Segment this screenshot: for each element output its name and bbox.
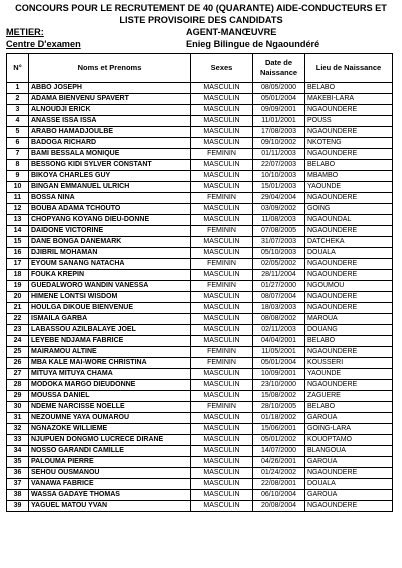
cell-sex: FEMININ	[191, 149, 253, 160]
col-header-sex: Sexes	[191, 54, 253, 83]
metier-value: AGENT-MANŒUVRE	[186, 27, 277, 37]
col-header-birthdate: Date de Naissance	[253, 54, 305, 83]
cell-birthplace: NGAOUNDERE	[305, 292, 393, 303]
cell-name: MAIRAMOU ALTINE	[29, 347, 191, 358]
cell-birthdate: 15/06/2001	[253, 424, 305, 435]
table-row	[7, 138, 393, 149]
cell-birthdate: 02/11/2003	[253, 325, 305, 336]
cell-name: CHOPYANG KOYANG DIEU-DONNE	[29, 215, 191, 226]
cell-name: NGNAZOKE WILLIEME	[29, 424, 191, 435]
cell-name: BINGAN EMMANUEL ULRICH	[29, 182, 191, 193]
cell-name: ISMAILA GARBA	[29, 314, 191, 325]
table-row	[7, 501, 393, 512]
cell-sex: MASCULIN	[191, 446, 253, 457]
cell-birthdate: 22/07/2003	[253, 160, 305, 171]
cell-birthdate: 28/11/2004	[253, 270, 305, 281]
table-row	[7, 303, 393, 314]
cell-name: MBA KALE MAI-WORE CHRISTINA	[29, 358, 191, 369]
cell-sex: MASCULIN	[191, 215, 253, 226]
cell-birthdate: 01/27/2000	[253, 281, 305, 292]
cell-name: LABASSOU AZILBALAYE JOEL	[29, 325, 191, 336]
cell-sex: FEMININ	[191, 226, 253, 237]
cell-birthdate: 22/08/2001	[253, 479, 305, 490]
table-row	[7, 402, 393, 413]
cell-name: ADAMA BIENVENU SPAVERT	[29, 94, 191, 105]
cell-number: 12	[7, 204, 29, 215]
centre-label: Centre D'examen	[6, 39, 81, 49]
cell-name: MITUYA MITUYA CHAMA	[29, 369, 191, 380]
cell-sex: MASCULIN	[191, 160, 253, 171]
cell-name: ARABO HAMADJOULBE	[29, 127, 191, 138]
cell-name: BOSSA NINA	[29, 193, 191, 204]
cell-name: HIMENE LONTSI WISDOM	[29, 292, 191, 303]
cell-birthplace: MAROUA	[305, 314, 393, 325]
table-row	[7, 435, 393, 446]
cell-birthplace: NGAOUNDAL	[305, 215, 393, 226]
cell-number: 32	[7, 424, 29, 435]
cell-birthplace: GOING	[305, 204, 393, 215]
cell-birthdate: 05/10/2003	[253, 248, 305, 259]
table-row	[7, 336, 393, 347]
cell-birthplace: NGAOUNDERE	[305, 347, 393, 358]
cell-sex: MASCULIN	[191, 292, 253, 303]
cell-birthplace: GAROUA	[305, 457, 393, 468]
cell-birthdate: 11/01/2001	[253, 116, 305, 127]
cell-birthdate: 18/03/2003	[253, 303, 305, 314]
table-row	[7, 182, 393, 193]
title-line-1: CONCOURS POUR LE RECRUTEMENT DE 40 (QUARANTE) AIDE-CONDUCTEURS ET	[15, 3, 387, 13]
cell-sex: MASCULIN	[191, 380, 253, 391]
cell-sex: MASCULIN	[191, 369, 253, 380]
table-row	[7, 237, 393, 248]
metier-label: METIER:	[6, 27, 44, 37]
cell-birthplace: KOUSSERI	[305, 358, 393, 369]
cell-name: BOUBA ADAMA TCHOUTO	[29, 204, 191, 215]
table-row	[7, 83, 393, 94]
cell-name: BESSONG KIDI SYLVER CONSTANT	[29, 160, 191, 171]
cell-birthplace: DATCHEKA	[305, 237, 393, 248]
cell-birthplace: BELABO	[305, 160, 393, 171]
cell-sex: MASCULIN	[191, 105, 253, 116]
cell-name: ANASSE ISSA ISSA	[29, 116, 191, 127]
cell-birthdate: 15/01/2003	[253, 182, 305, 193]
cell-sex: MASCULIN	[191, 336, 253, 347]
cell-birthplace: BELABO	[305, 83, 393, 94]
cell-sex: FEMININ	[191, 259, 253, 270]
cell-birthdate: 11/05/2001	[253, 347, 305, 358]
cell-birthdate: 05/01/2002	[253, 435, 305, 446]
cell-birthdate: 10/09/2001	[253, 369, 305, 380]
cell-birthdate: 31/07/2003	[253, 237, 305, 248]
cell-sex: MASCULIN	[191, 171, 253, 182]
cell-sex: MASCULIN	[191, 204, 253, 215]
cell-birthplace: NGAOUNDERE	[305, 127, 393, 138]
table-row	[7, 116, 393, 127]
cell-number: 30	[7, 402, 29, 413]
cell-number: 8	[7, 160, 29, 171]
table-header-row	[7, 54, 393, 83]
table-row	[7, 369, 393, 380]
cell-birthdate: 08/05/2000	[253, 83, 305, 94]
table-body	[7, 83, 393, 512]
cell-number: 21	[7, 303, 29, 314]
candidates-table	[6, 53, 393, 512]
cell-birthplace: GAROUA	[305, 490, 393, 501]
cell-sex: MASCULIN	[191, 413, 253, 424]
col-header-number: N°	[7, 54, 29, 83]
cell-name: SEHOU OUSMANOU	[29, 468, 191, 479]
cell-number: 37	[7, 479, 29, 490]
cell-birthplace: NGAOUNDERE	[305, 380, 393, 391]
table-row	[7, 446, 393, 457]
cell-number: 16	[7, 248, 29, 259]
cell-sex: MASCULIN	[191, 457, 253, 468]
cell-birthdate: 02/05/2002	[253, 259, 305, 270]
cell-sex: MASCULIN	[191, 424, 253, 435]
cell-number: 17	[7, 259, 29, 270]
cell-name: DJIBRIL MOHAMAN	[29, 248, 191, 259]
cell-birthplace: BELABO	[305, 402, 393, 413]
cell-sex: FEMININ	[191, 358, 253, 369]
cell-birthdate: 14/07/2000	[253, 446, 305, 457]
cell-number: 23	[7, 325, 29, 336]
table-row	[7, 468, 393, 479]
cell-birthdate: 08/07/2004	[253, 292, 305, 303]
cell-birthdate: 05/01/2004	[253, 358, 305, 369]
cell-birthplace: MAKEBI-LARA	[305, 94, 393, 105]
cell-number: 15	[7, 237, 29, 248]
cell-birthdate: 29/04/2004	[253, 193, 305, 204]
table-row	[7, 226, 393, 237]
cell-number: 9	[7, 171, 29, 182]
cell-number: 34	[7, 446, 29, 457]
cell-number: 11	[7, 193, 29, 204]
cell-name: FOUKA KREPIN	[29, 270, 191, 281]
cell-sex: MASCULIN	[191, 182, 253, 193]
table-row	[7, 292, 393, 303]
cell-birthdate: 15/08/2002	[253, 391, 305, 402]
cell-sex: MASCULIN	[191, 325, 253, 336]
cell-sex: MASCULIN	[191, 116, 253, 127]
cell-birthplace: GOING-LARA	[305, 424, 393, 435]
cell-name: LEYEBE NDJAMA FABRICE	[29, 336, 191, 347]
table-row	[7, 314, 393, 325]
cell-name: BADOGA RICHARD	[29, 138, 191, 149]
cell-name: YAGUEL MATOU YVAN	[29, 501, 191, 512]
cell-birthplace: YAOUNDE	[305, 182, 393, 193]
cell-birthplace: ZAGUERE	[305, 391, 393, 402]
cell-birthdate: 23/10/2000	[253, 380, 305, 391]
table-row	[7, 479, 393, 490]
cell-sex: MASCULIN	[191, 490, 253, 501]
cell-birthdate: 04/26/2001	[253, 457, 305, 468]
table-row	[7, 391, 393, 402]
cell-birthplace: POUSS	[305, 116, 393, 127]
cell-number: 35	[7, 457, 29, 468]
cell-birthdate: 06/10/2004	[253, 490, 305, 501]
cell-name: WASSA GADAYE THOMAS	[29, 490, 191, 501]
table-row	[7, 347, 393, 358]
cell-sex: MASCULIN	[191, 391, 253, 402]
cell-number: 7	[7, 149, 29, 160]
cell-birthdate: 07/08/2005	[253, 226, 305, 237]
cell-number: 19	[7, 281, 29, 292]
cell-birthplace: GAROUA	[305, 413, 393, 424]
table-row	[7, 358, 393, 369]
table-row	[7, 457, 393, 468]
cell-name: GUEDALWORO WANDIN VANESSA	[29, 281, 191, 292]
table-row	[7, 413, 393, 424]
cell-sex: FEMININ	[191, 402, 253, 413]
cell-name: BAMI BESSALA MONIQUE	[29, 149, 191, 160]
cell-name: NOSSO GARANDI CAMILLE	[29, 446, 191, 457]
cell-sex: MASCULIN	[191, 479, 253, 490]
table-row	[7, 94, 393, 105]
cell-birthdate: 04/04/2001	[253, 336, 305, 347]
cell-birthplace: NGAOUNDERE	[305, 468, 393, 479]
cell-sex: MASCULIN	[191, 237, 253, 248]
cell-birthplace: NGAOUNDERE	[305, 105, 393, 116]
cell-number: 31	[7, 413, 29, 424]
cell-sex: MASCULIN	[191, 127, 253, 138]
cell-sex: MASCULIN	[191, 468, 253, 479]
cell-number: 24	[7, 336, 29, 347]
cell-birthplace: MBAMBO	[305, 171, 393, 182]
cell-birthplace: NKOTENG	[305, 138, 393, 149]
cell-birthdate: 09/10/2002	[253, 138, 305, 149]
title-line-2: LISTE PROVISOIRE DES CANDIDATS	[119, 15, 283, 25]
cell-number: 3	[7, 105, 29, 116]
cell-number: 39	[7, 501, 29, 512]
cell-birthdate: 03/09/2002	[253, 204, 305, 215]
cell-birthplace: DOUALA	[305, 248, 393, 259]
table-row	[7, 127, 393, 138]
cell-number: 10	[7, 182, 29, 193]
cell-birthdate: 08/08/2002	[253, 314, 305, 325]
cell-number: 29	[7, 391, 29, 402]
cell-name: DANE BONGA DANEMARK	[29, 237, 191, 248]
cell-sex: MASCULIN	[191, 138, 253, 149]
cell-number: 14	[7, 226, 29, 237]
cell-number: 2	[7, 94, 29, 105]
cell-sex: MASCULIN	[191, 435, 253, 446]
cell-name: HOULGA DIKOUE BIENVENUE	[29, 303, 191, 314]
cell-birthdate: 05/01/2004	[253, 94, 305, 105]
cell-sex: FEMININ	[191, 193, 253, 204]
cell-number: 6	[7, 138, 29, 149]
cell-birthplace: BLANGOUA	[305, 446, 393, 457]
cell-name: EYOUM SANANG NATACHA	[29, 259, 191, 270]
cell-sex: MASCULIN	[191, 83, 253, 94]
table-row	[7, 171, 393, 182]
cell-number: 33	[7, 435, 29, 446]
cell-number: 4	[7, 116, 29, 127]
cell-number: 13	[7, 215, 29, 226]
cell-sex: MASCULIN	[191, 270, 253, 281]
cell-birthdate: 01/18/2002	[253, 413, 305, 424]
table-row	[7, 259, 393, 270]
cell-number: 36	[7, 468, 29, 479]
cell-birthplace: NGAOUNDERE	[305, 501, 393, 512]
centre-value: Enieg Bilingue de Ngaoundéré	[186, 39, 320, 49]
table-row	[7, 380, 393, 391]
table-row	[7, 149, 393, 160]
cell-sex: MASCULIN	[191, 94, 253, 105]
table-row	[7, 325, 393, 336]
cell-sex: MASCULIN	[191, 248, 253, 259]
cell-birthdate: 09/09/2001	[253, 105, 305, 116]
col-header-birthplace: Lieu de Naissance	[305, 54, 393, 83]
cell-birthdate: 28/10/2005	[253, 402, 305, 413]
cell-name: BIKOYA CHARLES GUY	[29, 171, 191, 182]
cell-name: MOUSSA DANIEL	[29, 391, 191, 402]
table-row	[7, 424, 393, 435]
cell-sex: MASCULIN	[191, 501, 253, 512]
table-row	[7, 248, 393, 259]
cell-birthplace: NGAOUNDERE	[305, 149, 393, 160]
cell-birthplace: KOUOPTAMO	[305, 435, 393, 446]
cell-name: ABBO JOSEPH	[29, 83, 191, 94]
cell-number: 5	[7, 127, 29, 138]
cell-name: VANAWA FABRICE	[29, 479, 191, 490]
table-row	[7, 281, 393, 292]
table-row	[7, 160, 393, 171]
cell-number: 38	[7, 490, 29, 501]
cell-birthplace: NGAOUNDERE	[305, 259, 393, 270]
cell-birthplace: DOUALA	[305, 479, 393, 490]
cell-name: NEZOUMNE YAYA OUMAROU	[29, 413, 191, 424]
cell-birthdate: 01/11/2003	[253, 149, 305, 160]
table-row	[7, 490, 393, 501]
cell-number: 25	[7, 347, 29, 358]
cell-birthplace: NGAOUNDERE	[305, 226, 393, 237]
table-row	[7, 215, 393, 226]
cell-name: ALNOUDJI ERICK	[29, 105, 191, 116]
cell-name: DAIDONE VICTORINE	[29, 226, 191, 237]
cell-name: NDEME NARCISSE NOELLE	[29, 402, 191, 413]
metier-row	[6, 26, 396, 38]
table-row	[7, 204, 393, 215]
cell-birthplace: DOUANG	[305, 325, 393, 336]
cell-birthplace: YAOUNDE	[305, 369, 393, 380]
cell-number: 28	[7, 380, 29, 391]
cell-number: 1	[7, 83, 29, 94]
cell-sex: FEMININ	[191, 281, 253, 292]
cell-number: 26	[7, 358, 29, 369]
cell-birthplace: NGAOUNDERE	[305, 193, 393, 204]
cell-name: NJUPUEN DONGMO LUCRECE DIRANE	[29, 435, 191, 446]
cell-birthdate: 17/08/2003	[253, 127, 305, 138]
cell-sex: FEMININ	[191, 347, 253, 358]
cell-birthplace: BELABO	[305, 336, 393, 347]
cell-name: PALOUMA PIERRE	[29, 457, 191, 468]
cell-number: 22	[7, 314, 29, 325]
cell-birthplace: NGAOUNDERE	[305, 303, 393, 314]
cell-number: 20	[7, 292, 29, 303]
cell-birthdate: 10/10/2003	[253, 171, 305, 182]
cell-number: 18	[7, 270, 29, 281]
table-row	[7, 193, 393, 204]
cell-birthdate: 11/08/2003	[253, 215, 305, 226]
centre-row	[6, 38, 396, 50]
cell-birthplace: NGOUMOU	[305, 281, 393, 292]
cell-birthplace: NGAOUNDERE	[305, 270, 393, 281]
cell-birthdate: 01/24/2002	[253, 468, 305, 479]
cell-sex: MASCULIN	[191, 303, 253, 314]
cell-number: 27	[7, 369, 29, 380]
cell-name: MODOKA MARGO DIEUDONNE	[29, 380, 191, 391]
cell-birthdate: 20/08/2004	[253, 501, 305, 512]
col-header-name: Noms et Prenoms	[29, 54, 191, 83]
table-row	[7, 270, 393, 281]
cell-sex: MASCULIN	[191, 314, 253, 325]
table-row	[7, 105, 393, 116]
